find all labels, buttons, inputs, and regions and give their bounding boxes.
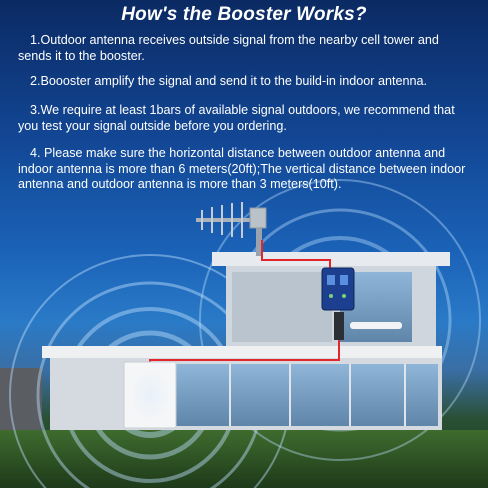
stone-wall — [0, 368, 42, 430]
panel-indoor-antenna-icon — [124, 362, 176, 428]
page-title: How's the Booster Works? — [121, 4, 367, 25]
step-1-text: 1.Outdoor antenna receives outside signal from the nearby cell tower and sends it to the booster. — [18, 33, 439, 63]
lower-glass — [176, 364, 438, 426]
step-3-text: 3.We require at least 1bars of available signal outdoors, we recommend that you test your signal outside before you ordering. — [18, 103, 455, 133]
lower-roof — [42, 346, 442, 358]
step-4-text: 4. Please make sure the horizontal distance between outdoor antenna and indoor antenna is more than 6 meters(20ft);The vertical distance between indoor antenna and outdoor antenna is more than 3 meters(10ft). — [18, 146, 466, 191]
step-2-text: 2.Boooster amplify the signal and send it to the build-in indoor antenna. — [30, 74, 427, 88]
